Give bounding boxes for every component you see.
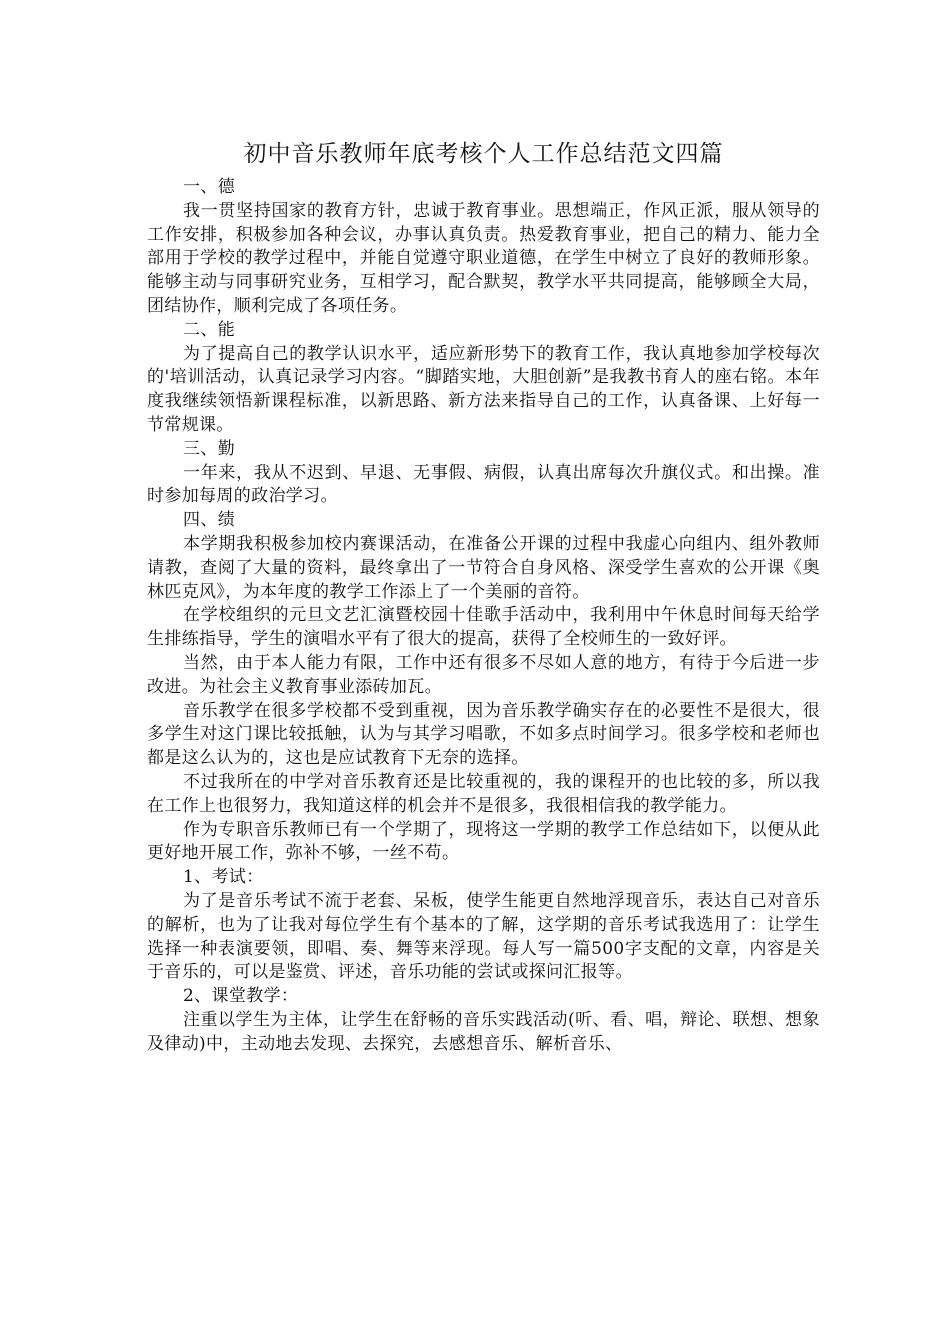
section-heading-qin: 三、勤 bbox=[183, 438, 236, 459]
paragraph: 为了提高自己的教学认识水平，适应新形势下的教育工作，我认真地参加学校每次的'培训活动，认真记录学习内容。“脚踏实地，大胆创新”是我教书育人的座右铭。本年度我继续领悟新课程标准，以新思路、新方法来指导自己的工作，认真备课、上好每一节常规课。 bbox=[147, 343, 820, 435]
section-heading-neng: 二、能 bbox=[183, 319, 236, 340]
paragraph: 音乐教学在很多学校都不受到重视，因为音乐教学确实存在的必要性不是很大，很多学生对这门课比较抵触，认为与其学习唱歌，不如多点时间学习。很多学校和老师也都是这么认为的，这也是应试教育下无奈的选择。 bbox=[147, 700, 820, 769]
paragraph: 我一贯坚持国家的教育方针，忠诚于教育事业。思想端正，作风正派，服从领导的工作安排，积极参加各种会议，办事认真负责。热爱教育事业，把自己的精力、能力全部用于学校的教学过程中，并能自觉遵守职业道德，在学生中树立了良好的教师形象。能够主动与同事研究业务，互相学习，配合默契，教学水平共同提高，能够顾全大局，团结协作，顺利完成了各项任务。 bbox=[147, 200, 820, 316]
document-title: 初中音乐教师年底考核个人工作总结范文四篇 bbox=[243, 141, 724, 167]
paragraph: 本学期我积极参加校内赛课活动，在准备公开课的过程中我虚心向组内、组外教师请教，查阅了大量的资料，最终拿出了一节符合自身风格、深受学生喜欢的公开课《奥林匹克风》，为本年度的教学工作添上了一个美丽的音符。 bbox=[147, 533, 820, 602]
paragraph: 注重以学生为主体，让学生在舒畅的音乐实践活动(听、看、唱，辩论、联想、想象及律动)中，主动地去发现、去探究，去感想音乐、解析音乐、 bbox=[147, 1009, 820, 1054]
section-heading-exam: 1、考试： bbox=[183, 867, 264, 888]
paragraph: 在学校组织的元旦文艺汇演暨校园十佳歌手活动中，我利用中午休息时间每天给学生排练指导，学生的演唱水平有了很大的提高，获得了全校师生的一致好评。 bbox=[147, 605, 820, 650]
section-heading-ji: 四、绩 bbox=[183, 510, 236, 531]
paragraph: 不过我所在的中学对音乐教育还是比较重视的，我的课程开的也比较的多，所以我在工作上也很努力，我知道这样的机会并不是很多，我很相信我的教学能力。 bbox=[147, 771, 820, 816]
section-heading-classroom: 2、课堂教学： bbox=[183, 986, 299, 1007]
section-heading-de: 一、德 bbox=[183, 177, 236, 197]
paragraph: 当然，由于本人能力有限，工作中还有很多不尽如人意的地方，有待于今后进一步改进。为社会主义教育事业添砖加瓦。 bbox=[147, 652, 820, 697]
paragraph: 一年来，我从不迟到、早退、无事假、病假，认真出席每次升旗仪式。和出操。准时参加每周的政治学习。 bbox=[147, 462, 820, 507]
paragraph: 作为专职音乐教师已有一个学期了，现将这一学期的教学工作总结如下，以便从此更好地开展工作，弥补不够，一丝不苟。 bbox=[147, 819, 820, 864]
paragraph: 为了是音乐考试不流于老套、呆板，使学生能更自然地浮现音乐，表达自己对音乐的解析，也为了让我对每位学生有个基本的了解，这学期的音乐考试我选用了：让学生选择一种表演要领，即唱、奏、舞等来浮现。每人写一篇500字支配的文章，内容是关于音乐的，可以是鉴赏、评述，音乐功能的尝试或探问汇报等。 bbox=[147, 890, 820, 983]
